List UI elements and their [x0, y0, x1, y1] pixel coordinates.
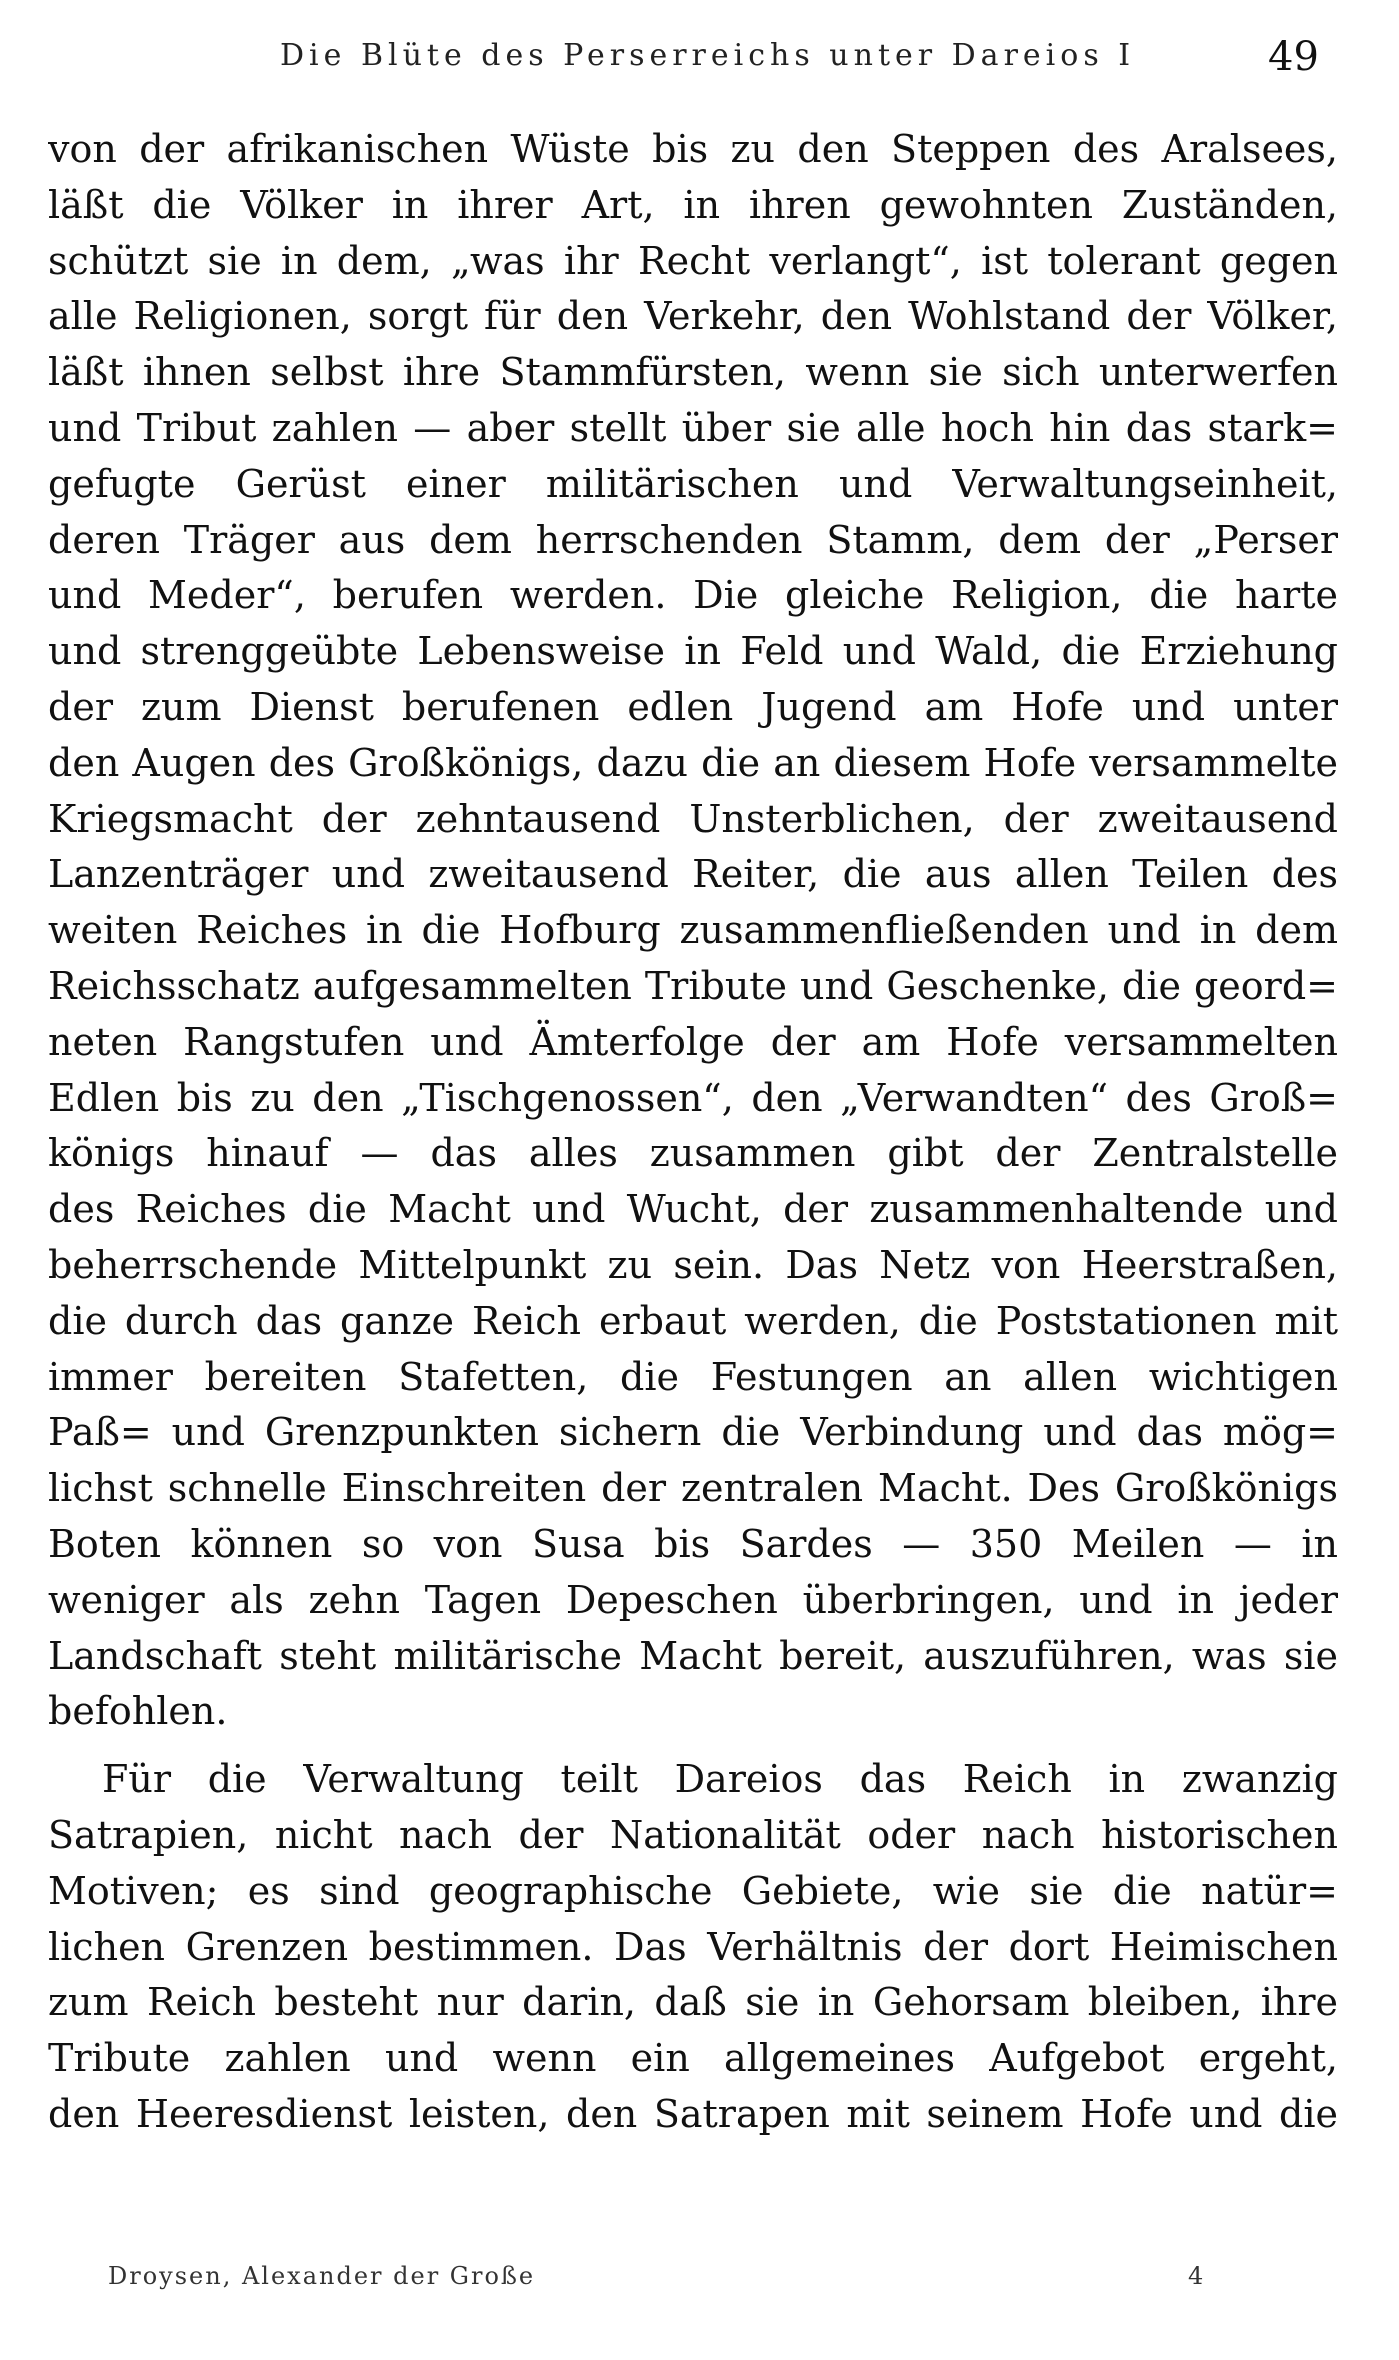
- text-line: beherrschende Mittelpunkt zu sein. Das Netz von Heerstraßen,: [48, 1242, 1338, 1287]
- text-line: lichen Grenzen bestimmen. Das Verhältnis der dort Heimischen: [48, 1924, 1338, 1969]
- text-line: den Heeresdienst leisten, den Satrapen mit seinem Hofe und die: [48, 2091, 1338, 2136]
- text-line: Landschaft steht militärische Macht bereit, auszuführen, was sie: [48, 1633, 1338, 1678]
- body-text: [48, 122, 1338, 2143]
- text-line: die durch das ganze Reich erbaut werden, die Poststationen mit: [48, 1298, 1338, 1343]
- text-line: Tribute zahlen und wenn ein allgemeines Aufgebot ergeht,: [48, 2036, 1338, 2081]
- text-line: Edlen bis zu den „Tischgenossen“, den „Verwandten“ des Groß=: [48, 1075, 1338, 1120]
- text-line: gefugte Gerüst einer militärischen und Verwaltungseinheit,: [48, 461, 1338, 506]
- page-number: 49: [1268, 34, 1319, 80]
- text-line: des Reiches die Macht und Wucht, der zusammenhaltende und: [48, 1187, 1338, 1232]
- text-line: Lanzenträger und zweitausend Reiter, die aus allen Teilen des: [48, 852, 1338, 897]
- running-head: [0, 28, 1399, 88]
- paragraph-1: [48, 122, 1338, 1740]
- running-title: Die Blüte des Perserreichs unter Dareios I: [280, 38, 1136, 73]
- text-line: immer bereiten Stafetten, die Festungen an allen wichtigen: [48, 1354, 1338, 1399]
- text-line: Paß= und Grenzpunkten sichern die Verbindung und das mög=: [48, 1410, 1338, 1455]
- text-line: läßt ihnen selbst ihre Stammfürsten, wenn sie sich unterwerfen: [48, 350, 1338, 395]
- text-line: neten Rangstufen und Ämterfolge der am Hofe versammelten: [48, 1019, 1338, 1064]
- text-line: alle Religionen, sorgt für den Verkehr, den Wohlstand der Völker,: [48, 294, 1338, 339]
- text-line: und strenggeübte Lebensweise in Feld und Wald, die Erziehung: [48, 629, 1338, 674]
- text-line: befohlen.: [48, 1689, 228, 1734]
- sheet-mark: 4: [1188, 2262, 1204, 2290]
- page-footer: [0, 2262, 1399, 2302]
- paragraph-2: [48, 1752, 1338, 2143]
- text-line: Satrapien, nicht nach der Nationalität oder nach historischen: [48, 1812, 1338, 1857]
- text-line: und Meder“, berufen werden. Die gleiche Religion, die harte: [48, 573, 1338, 618]
- text-line: Motiven; es sind geographische Gebiete, wie sie die natür=: [48, 1868, 1338, 1913]
- text-line: den Augen des Großkönigs, dazu die an diesem Hofe versammelte: [48, 740, 1338, 785]
- paragraph-gap: [48, 1740, 1338, 1752]
- text-line: Boten können so von Susa bis Sardes — 350 Meilen — in: [48, 1521, 1338, 1566]
- text-line: Reichsschatz aufgesammelten Tribute und Geschenke, die geord=: [48, 963, 1338, 1008]
- text-line: königs hinauf — das alles zusammen gibt der Zentralstelle: [48, 1131, 1338, 1176]
- printer-signature: Droysen, Alexander der Große: [108, 2262, 536, 2290]
- text-line: läßt die Völker in ihrer Art, in ihren gewohnten Zuständen,: [48, 182, 1338, 227]
- text-line: lichst schnelle Einschreiten der zentralen Macht. Des Großkönigs: [48, 1466, 1338, 1511]
- text-line: deren Träger aus dem herrschenden Stamm, dem der „Perser: [48, 517, 1338, 562]
- text-line: von der afrikanischen Wüste bis zu den Steppen des Aralsees,: [48, 127, 1338, 171]
- text-line: der zum Dienst berufenen edlen Jugend am Hofe und unter: [48, 684, 1338, 729]
- text-line: und Tribut zahlen — aber stellt über sie alle hoch hin das stark=: [48, 405, 1338, 450]
- text-line: weniger als zehn Tagen Depeschen überbringen, und in jeder: [48, 1577, 1338, 1622]
- text-line: Für die Verwaltung teilt Dareios das Reich in zwanzig: [102, 1757, 1338, 1802]
- text-line: schützt sie in dem, „was ihr Recht verlangt“, ist tolerant gegen: [48, 238, 1338, 283]
- text-line: Kriegsmacht der zehntausend Unsterblichen, der zweitausend: [48, 796, 1338, 841]
- text-line: weiten Reiches in die Hofburg zusammenfließenden und in dem: [48, 908, 1338, 953]
- text-line: zum Reich besteht nur darin, daß sie in Gehorsam bleiben, ihre: [48, 1980, 1338, 2025]
